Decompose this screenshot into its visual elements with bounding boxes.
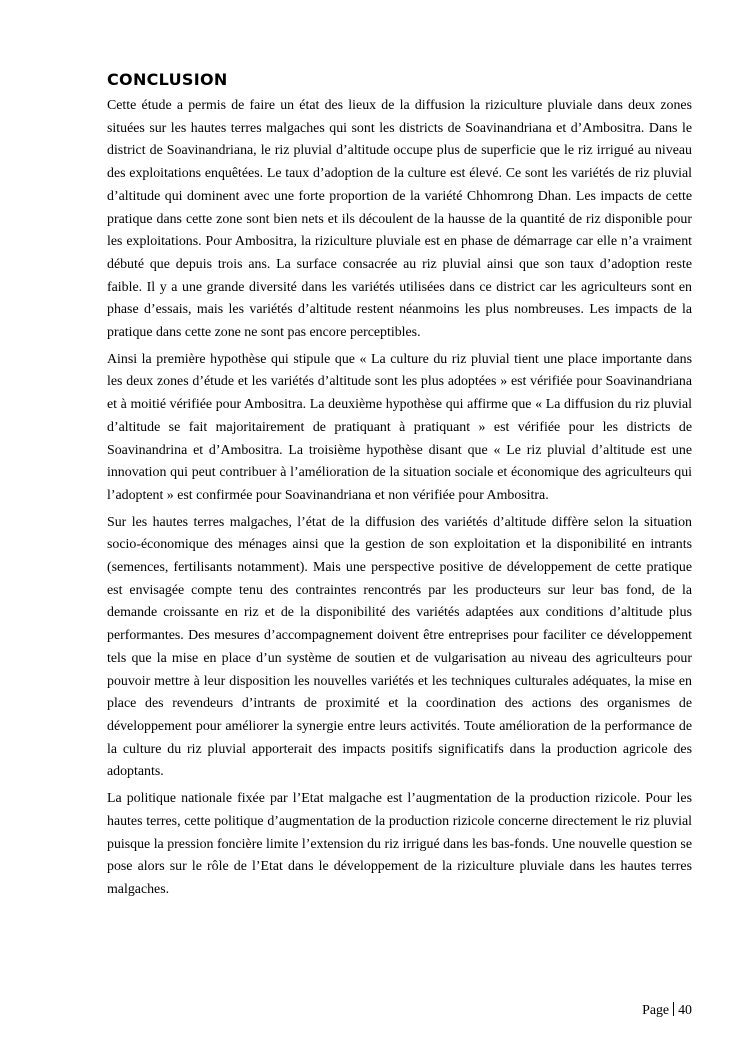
paragraph-summary: Cette étude a permis de faire un état des lieux de la diffusion la riziculture pluviale dans deux zones situées sur les hautes terres malgaches qui sont les districts de Soavinandriana et d’Ambositra. Dans le district de Soavinandriana, le riz pluvial d’altitude occupe plus de superficie que le riz irrigué au niveau des exploitations enquêtées. Le taux d’adoption de la culture est élevé. Ce sont les variétés de riz pluvial d’altitude qui dominent avec une forte proportion de la variété Chhomrong Dhan. Les impacts de cette pratique dans cette zone sont bien nets et ils découlent de la hausse de la quantité de riz disponible pour les exploitations. Pour Ambositra, la riziculture pluviale est en phase de démarrage car elle n’a vraiment débuté que depuis trois ans. La surface consacrée au riz pluvial ainsi que son taux d’adoption reste faible. Il y a une grande diversité dans les variétés utilisées dans ce district car les agriculteurs sont en phase d’essais, mais les variétés d’altitude restent néanmoins les plus nombreuses. Les impacts de la pratique dans cette zone ne sont pas encore perceptibles. [107,98,692,341]
page-number: 40 [678,1003,692,1018]
paragraph-hypotheses: Ainsi la première hypothèse qui stipule que « La culture du riz pluvial tient une place importante dans les deux zones d’étude et les variétés d’altitude sont les plus adoptées » est vérifiée pour Soavinandriana et à moitié vérifiée pour Ambositra. La deuxième hypothèse qui affirme que « La diffusion du riz pluvial d’altitude se fait majoritairement de pratiquant à pratiquant » est vérifiée pour les districts de Soavinandrina et d’Ambositra. La troisième hypothèse disant que « Le riz pluvial d’altitude est une innovation qui peut contribuer à l’amélioration de la situation sociale et économique des agriculteurs qui l’adoptent » est confirmée pour Soavinandriana et non vérifiée pour Ambositra. [107,351,692,503]
body-text [107,95,692,906]
paragraph-perspectives: Sur les hautes terres malgaches, l’état de la diffusion des variétés d’altitude diffère selon la situation socio-économique des ménages ainsi que la gestion de son exploitation et la disponibilité en intrants (semences, fertilisants notamment). Mais une perspective positive de développement de cette pratique est envisagée compte tenu des contraintes rencontrés par les producteurs sur leur bas fond, de la demande croissante en riz et de la disponibilité des variétés adaptées aux conditions d’altitude plus performantes. Des mesures d’accompagnement doivent être entreprises pour faciliter ce développement tels que la mise en place d’un système de soutien et de vulgarisation au niveau des agriculteurs pour pouvoir mettre à leur disposition les nouvelles variétés et les techniques culturales adéquates, la mise en place des revendeurs d’intrants de proximité et la coordination des actions des organismes de développement pour améliorer la synergie entre leurs activités. Toute amélioration de la performance de la culture du riz pluvial apporterait des impacts positifs significatifs dans la production agricole des adoptants. [107,514,692,780]
page-label: Page [642,1003,670,1018]
page-footer [642,1002,692,1019]
page-separator [673,1002,674,1016]
paragraph-national-policy: La politique nationale fixée par l’Etat malgache est l’augmentation de la production rizicole. Pour les hautes terres, cette politique d’augmentation de la production rizicole concerne directement le riz pluvial puisque la pression foncière limite l’extension du riz irrigué dans les bas-fonds. Une nouvelle question se pose alors sur le rôle de l’Etat dans le développement de la riziculture pluviale dans les hautes terres malgaches. [107,791,692,897]
section-heading: CONCLUSION [107,70,228,89]
